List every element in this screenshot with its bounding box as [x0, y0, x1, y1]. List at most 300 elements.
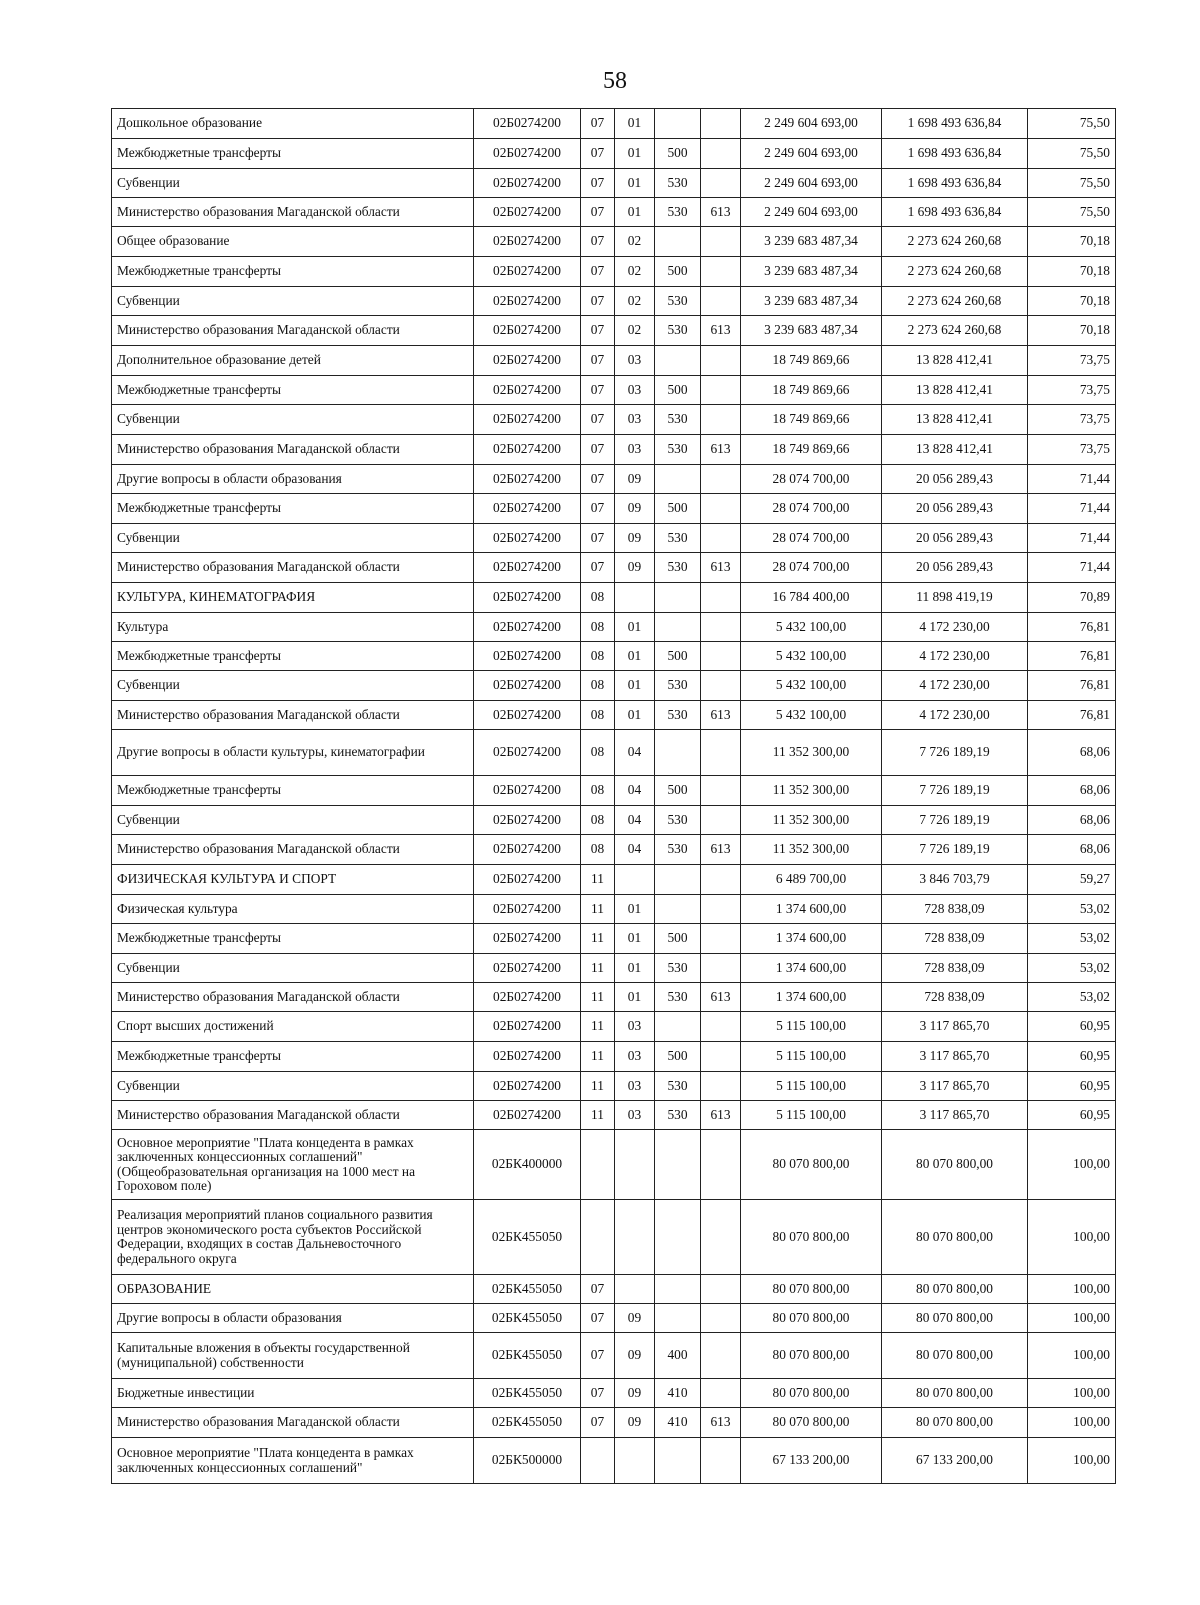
row-percent: 73,75: [1028, 346, 1116, 376]
row-name: Межбюджетные трансферты: [112, 1042, 474, 1072]
row-target-code: 02Б0274200: [474, 1101, 581, 1130]
row-percent: 71,44: [1028, 553, 1116, 583]
table-row: [112, 642, 1116, 671]
row-target-code: 02БК455050: [474, 1304, 581, 1333]
row-expense-type: [655, 1275, 701, 1304]
row-name: Министерство образования Магаданской области: [112, 701, 474, 730]
row-expense-type: [655, 895, 701, 924]
row-percent: 60,95: [1028, 1101, 1116, 1130]
row-subsection: 01: [615, 139, 655, 169]
row-name: Министерство образования Магаданской области: [112, 435, 474, 465]
row-executed-amount: 67 133 200,00: [882, 1438, 1028, 1484]
row-planned-amount: 2 249 604 693,00: [741, 169, 882, 198]
row-percent: 100,00: [1028, 1333, 1116, 1379]
row-subsection: [615, 1275, 655, 1304]
row-executed-amount: 20 056 289,43: [882, 494, 1028, 524]
row-subsection: 09: [615, 1333, 655, 1379]
row-department: [701, 1012, 741, 1042]
row-subsection: 09: [615, 465, 655, 494]
row-section: 07: [581, 257, 615, 287]
row-name: Субвенции: [112, 671, 474, 701]
row-expense-type: 530: [655, 316, 701, 346]
row-department: 613: [701, 1101, 741, 1130]
row-department: [701, 642, 741, 671]
row-target-code: 02Б0274200: [474, 435, 581, 465]
row-executed-amount: 4 172 230,00: [882, 701, 1028, 730]
row-percent: 76,81: [1028, 613, 1116, 642]
row-percent: 60,95: [1028, 1042, 1116, 1072]
row-percent: 70,18: [1028, 316, 1116, 346]
row-executed-amount: 4 172 230,00: [882, 671, 1028, 701]
row-section: 11: [581, 1042, 615, 1072]
row-name: Межбюджетные трансферты: [112, 494, 474, 524]
table-row: [112, 1130, 1116, 1200]
row-percent: 71,44: [1028, 494, 1116, 524]
row-planned-amount: 80 070 800,00: [741, 1130, 882, 1200]
row-department: [701, 1379, 741, 1408]
row-expense-type: [655, 1438, 701, 1484]
row-name: Министерство образования Магаданской области: [112, 835, 474, 865]
table-row: [112, 1101, 1116, 1130]
row-name: Спорт высших достижений: [112, 1012, 474, 1042]
row-planned-amount: 5 432 100,00: [741, 701, 882, 730]
row-percent: 68,06: [1028, 730, 1116, 776]
row-target-code: 02Б0274200: [474, 109, 581, 139]
table-row: [112, 405, 1116, 435]
row-expense-type: 530: [655, 954, 701, 983]
table-row: [112, 835, 1116, 865]
row-expense-type: 530: [655, 1072, 701, 1101]
row-subsection: [615, 1438, 655, 1484]
row-department: [701, 954, 741, 983]
row-percent: 53,02: [1028, 983, 1116, 1012]
row-percent: 70,18: [1028, 227, 1116, 257]
row-expense-type: 500: [655, 642, 701, 671]
row-planned-amount: 80 070 800,00: [741, 1379, 882, 1408]
row-expense-type: 530: [655, 198, 701, 227]
row-executed-amount: 13 828 412,41: [882, 376, 1028, 405]
row-expense-type: 500: [655, 139, 701, 169]
row-section: [581, 1438, 615, 1484]
row-department: [701, 924, 741, 954]
row-percent: 100,00: [1028, 1200, 1116, 1275]
row-section: 07: [581, 1275, 615, 1304]
row-planned-amount: 6 489 700,00: [741, 865, 882, 895]
row-name: Физическая культура: [112, 895, 474, 924]
row-target-code: 02Б0274200: [474, 776, 581, 806]
row-planned-amount: 3 239 683 487,34: [741, 257, 882, 287]
row-planned-amount: 11 352 300,00: [741, 806, 882, 835]
row-subsection: 01: [615, 983, 655, 1012]
row-target-code: 02Б0274200: [474, 983, 581, 1012]
row-expense-type: [655, 583, 701, 613]
table-row: [112, 524, 1116, 553]
row-department: [701, 257, 741, 287]
row-name: Министерство образования Магаданской области: [112, 983, 474, 1012]
row-section: 07: [581, 1408, 615, 1438]
row-subsection: 02: [615, 316, 655, 346]
row-name: Министерство образования Магаданской области: [112, 1408, 474, 1438]
row-planned-amount: 28 074 700,00: [741, 524, 882, 553]
row-target-code: 02Б0274200: [474, 1012, 581, 1042]
table-row: [112, 435, 1116, 465]
row-target-code: 02Б0274200: [474, 730, 581, 776]
row-section: 08: [581, 642, 615, 671]
table-row: [112, 287, 1116, 316]
row-department: [701, 1275, 741, 1304]
row-percent: 70,18: [1028, 257, 1116, 287]
row-percent: 75,50: [1028, 109, 1116, 139]
row-planned-amount: 5 432 100,00: [741, 671, 882, 701]
row-department: [701, 139, 741, 169]
row-expense-type: 530: [655, 1101, 701, 1130]
row-target-code: 02Б0274200: [474, 806, 581, 835]
row-department: [701, 169, 741, 198]
row-executed-amount: 728 838,09: [882, 983, 1028, 1012]
table-row: [112, 1379, 1116, 1408]
row-department: [701, 776, 741, 806]
row-section: 11: [581, 983, 615, 1012]
row-planned-amount: 5 115 100,00: [741, 1042, 882, 1072]
row-executed-amount: 20 056 289,43: [882, 553, 1028, 583]
table-row: [112, 613, 1116, 642]
row-percent: 71,44: [1028, 524, 1116, 553]
table-body: [112, 109, 1116, 1484]
row-name: Межбюджетные трансферты: [112, 376, 474, 405]
row-expense-type: 500: [655, 924, 701, 954]
page-number: 58: [603, 68, 627, 94]
row-name: Министерство образования Магаданской области: [112, 1101, 474, 1130]
row-executed-amount: 1 698 493 636,84: [882, 139, 1028, 169]
row-section: 11: [581, 924, 615, 954]
row-planned-amount: 5 432 100,00: [741, 642, 882, 671]
row-department: [701, 1333, 741, 1379]
row-planned-amount: 11 352 300,00: [741, 730, 882, 776]
row-executed-amount: 20 056 289,43: [882, 524, 1028, 553]
table-row: [112, 954, 1116, 983]
row-department: 613: [701, 435, 741, 465]
row-department: [701, 109, 741, 139]
row-subsection: 04: [615, 776, 655, 806]
row-executed-amount: 80 070 800,00: [882, 1304, 1028, 1333]
row-section: 08: [581, 701, 615, 730]
row-expense-type: [655, 730, 701, 776]
row-percent: 75,50: [1028, 169, 1116, 198]
row-target-code: 02Б0274200: [474, 139, 581, 169]
row-subsection: 03: [615, 346, 655, 376]
row-subsection: 04: [615, 835, 655, 865]
row-subsection: 01: [615, 169, 655, 198]
row-executed-amount: 1 698 493 636,84: [882, 169, 1028, 198]
row-subsection: 09: [615, 553, 655, 583]
row-name: Другие вопросы в области образования: [112, 465, 474, 494]
row-expense-type: 530: [655, 169, 701, 198]
row-name: Межбюджетные трансферты: [112, 139, 474, 169]
row-name: Дошкольное образование: [112, 109, 474, 139]
row-percent: 100,00: [1028, 1275, 1116, 1304]
row-subsection: 01: [615, 671, 655, 701]
row-name: Министерство образования Магаданской области: [112, 553, 474, 583]
row-percent: 70,18: [1028, 287, 1116, 316]
row-subsection: 02: [615, 287, 655, 316]
table-row: [112, 494, 1116, 524]
row-percent: 68,06: [1028, 835, 1116, 865]
row-subsection: 03: [615, 1072, 655, 1101]
row-expense-type: 500: [655, 1042, 701, 1072]
row-target-code: 02Б0274200: [474, 613, 581, 642]
row-department: [701, 376, 741, 405]
table-row: [112, 109, 1116, 139]
row-planned-amount: 5 115 100,00: [741, 1072, 882, 1101]
row-name: Субвенции: [112, 1072, 474, 1101]
row-name: Министерство образования Магаданской области: [112, 316, 474, 346]
row-planned-amount: 18 749 869,66: [741, 405, 882, 435]
table-row: [112, 346, 1116, 376]
row-percent: 53,02: [1028, 924, 1116, 954]
table-row: [112, 1304, 1116, 1333]
row-name: Дополнительное образование детей: [112, 346, 474, 376]
row-subsection: 03: [615, 1012, 655, 1042]
row-section: 11: [581, 1012, 615, 1042]
row-department: 613: [701, 316, 741, 346]
row-percent: 100,00: [1028, 1408, 1116, 1438]
row-executed-amount: 3 846 703,79: [882, 865, 1028, 895]
row-expense-type: 500: [655, 376, 701, 405]
row-percent: 76,81: [1028, 642, 1116, 671]
row-name: Министерство образования Магаданской области: [112, 198, 474, 227]
row-target-code: 02БК455050: [474, 1408, 581, 1438]
row-section: 07: [581, 109, 615, 139]
row-expense-type: [655, 1200, 701, 1275]
row-section: 08: [581, 613, 615, 642]
row-expense-type: 530: [655, 983, 701, 1012]
row-target-code: 02БК455050: [474, 1200, 581, 1275]
row-name: Субвенции: [112, 169, 474, 198]
row-executed-amount: 7 726 189,19: [882, 835, 1028, 865]
row-subsection: 01: [615, 701, 655, 730]
table-row: [112, 671, 1116, 701]
row-planned-amount: 28 074 700,00: [741, 494, 882, 524]
row-department: [701, 806, 741, 835]
row-percent: 75,50: [1028, 198, 1116, 227]
row-planned-amount: 1 374 600,00: [741, 895, 882, 924]
row-planned-amount: 67 133 200,00: [741, 1438, 882, 1484]
row-section: 08: [581, 730, 615, 776]
row-executed-amount: 80 070 800,00: [882, 1408, 1028, 1438]
row-expense-type: 400: [655, 1333, 701, 1379]
row-department: [701, 524, 741, 553]
row-section: 07: [581, 1379, 615, 1408]
row-executed-amount: 3 117 865,70: [882, 1101, 1028, 1130]
row-executed-amount: 4 172 230,00: [882, 613, 1028, 642]
row-executed-amount: 7 726 189,19: [882, 806, 1028, 835]
row-planned-amount: 28 074 700,00: [741, 465, 882, 494]
row-section: 07: [581, 346, 615, 376]
row-target-code: 02Б0274200: [474, 316, 581, 346]
row-expense-type: [655, 865, 701, 895]
row-expense-type: [655, 1012, 701, 1042]
row-percent: 100,00: [1028, 1130, 1116, 1200]
row-section: 08: [581, 671, 615, 701]
row-percent: 71,44: [1028, 465, 1116, 494]
table-row: [112, 1012, 1116, 1042]
row-department: [701, 494, 741, 524]
row-name: Межбюджетные трансферты: [112, 924, 474, 954]
row-expense-type: 530: [655, 435, 701, 465]
row-expense-type: 410: [655, 1408, 701, 1438]
row-section: 07: [581, 376, 615, 405]
row-executed-amount: 7 726 189,19: [882, 730, 1028, 776]
table-row: [112, 198, 1116, 227]
row-expense-type: 530: [655, 835, 701, 865]
row-subsection: 01: [615, 109, 655, 139]
row-section: 11: [581, 954, 615, 983]
row-name: Субвенции: [112, 405, 474, 435]
row-planned-amount: 1 374 600,00: [741, 924, 882, 954]
row-subsection: 01: [615, 924, 655, 954]
row-name: Межбюджетные трансферты: [112, 776, 474, 806]
row-department: [701, 613, 741, 642]
row-target-code: 02Б0274200: [474, 553, 581, 583]
row-section: 07: [581, 139, 615, 169]
row-section: 07: [581, 316, 615, 346]
row-name: Основное мероприятие "Плата концедента в рамках заключенных концессионных соглашений" (Общеобразовательная организация на 1000 мест на Гороховом поле): [112, 1130, 474, 1200]
row-subsection: [615, 865, 655, 895]
table-row: [112, 1408, 1116, 1438]
table-row: [112, 806, 1116, 835]
row-planned-amount: 80 070 800,00: [741, 1408, 882, 1438]
row-department: [701, 1304, 741, 1333]
row-section: 07: [581, 287, 615, 316]
row-planned-amount: 1 374 600,00: [741, 954, 882, 983]
row-subsection: 09: [615, 494, 655, 524]
row-department: [701, 1130, 741, 1200]
row-section: 07: [581, 494, 615, 524]
table-row: [112, 376, 1116, 405]
row-subsection: 04: [615, 730, 655, 776]
row-target-code: 02Б0274200: [474, 257, 581, 287]
row-executed-amount: 80 070 800,00: [882, 1200, 1028, 1275]
row-target-code: 02Б0274200: [474, 642, 581, 671]
row-expense-type: 530: [655, 405, 701, 435]
row-name: КУЛЬТУРА, КИНЕМАТОГРАФИЯ: [112, 583, 474, 613]
row-target-code: 02Б0274200: [474, 227, 581, 257]
table-row: [112, 1438, 1116, 1484]
row-planned-amount: 5 115 100,00: [741, 1101, 882, 1130]
row-target-code: 02Б0274200: [474, 865, 581, 895]
row-section: 07: [581, 169, 615, 198]
row-expense-type: 500: [655, 776, 701, 806]
row-target-code: 02БК400000: [474, 1130, 581, 1200]
row-section: 07: [581, 1333, 615, 1379]
row-executed-amount: 80 070 800,00: [882, 1130, 1028, 1200]
row-executed-amount: 11 898 419,19: [882, 583, 1028, 613]
row-percent: 73,75: [1028, 435, 1116, 465]
row-subsection: [615, 1200, 655, 1275]
row-section: 08: [581, 806, 615, 835]
row-executed-amount: 728 838,09: [882, 924, 1028, 954]
row-percent: 75,50: [1028, 139, 1116, 169]
table-row: [112, 865, 1116, 895]
row-expense-type: 530: [655, 806, 701, 835]
row-percent: 68,06: [1028, 776, 1116, 806]
table-row: [112, 139, 1116, 169]
row-subsection: 09: [615, 1304, 655, 1333]
row-expense-type: 530: [655, 671, 701, 701]
row-percent: 76,81: [1028, 701, 1116, 730]
table-row: [112, 1072, 1116, 1101]
table-row: [112, 257, 1116, 287]
row-section: 11: [581, 865, 615, 895]
row-subsection: 01: [615, 954, 655, 983]
row-planned-amount: 5 432 100,00: [741, 613, 882, 642]
row-expense-type: 530: [655, 524, 701, 553]
row-department: 613: [701, 835, 741, 865]
row-section: [581, 1200, 615, 1275]
row-subsection: 01: [615, 198, 655, 227]
row-department: [701, 1438, 741, 1484]
row-department: [701, 895, 741, 924]
row-target-code: 02Б0274200: [474, 701, 581, 730]
row-target-code: 02Б0274200: [474, 835, 581, 865]
row-percent: 100,00: [1028, 1438, 1116, 1484]
row-executed-amount: 1 698 493 636,84: [882, 198, 1028, 227]
budget-table: [111, 108, 1116, 1484]
row-section: 11: [581, 1101, 615, 1130]
row-planned-amount: 18 749 869,66: [741, 435, 882, 465]
row-target-code: 02Б0274200: [474, 954, 581, 983]
row-executed-amount: 80 070 800,00: [882, 1379, 1028, 1408]
row-target-code: 02Б0274200: [474, 346, 581, 376]
row-executed-amount: 20 056 289,43: [882, 465, 1028, 494]
table-row: [112, 1042, 1116, 1072]
row-percent: 70,89: [1028, 583, 1116, 613]
row-department: 613: [701, 1408, 741, 1438]
row-target-code: 02БК455050: [474, 1333, 581, 1379]
row-planned-amount: 11 352 300,00: [741, 835, 882, 865]
row-planned-amount: 80 070 800,00: [741, 1304, 882, 1333]
row-executed-amount: 2 273 624 260,68: [882, 227, 1028, 257]
row-name: Другие вопросы в области образования: [112, 1304, 474, 1333]
row-expense-type: [655, 1304, 701, 1333]
table-row: [112, 227, 1116, 257]
row-percent: 73,75: [1028, 376, 1116, 405]
row-percent: 100,00: [1028, 1304, 1116, 1333]
row-executed-amount: 3 117 865,70: [882, 1072, 1028, 1101]
row-target-code: 02Б0274200: [474, 895, 581, 924]
row-target-code: 02БК455050: [474, 1379, 581, 1408]
row-department: [701, 465, 741, 494]
row-subsection: 01: [615, 642, 655, 671]
row-target-code: 02БК500000: [474, 1438, 581, 1484]
table-row: [112, 583, 1116, 613]
row-planned-amount: 3 239 683 487,34: [741, 287, 882, 316]
row-executed-amount: 13 828 412,41: [882, 346, 1028, 376]
table-row: [112, 1200, 1116, 1275]
row-planned-amount: 80 070 800,00: [741, 1200, 882, 1275]
row-executed-amount: 80 070 800,00: [882, 1333, 1028, 1379]
row-section: 07: [581, 1304, 615, 1333]
row-target-code: 02Б0274200: [474, 494, 581, 524]
row-target-code: 02Б0274200: [474, 1072, 581, 1101]
row-percent: 53,02: [1028, 895, 1116, 924]
row-subsection: 09: [615, 1408, 655, 1438]
row-target-code: 02Б0274200: [474, 198, 581, 227]
row-target-code: 02Б0274200: [474, 924, 581, 954]
row-expense-type: [655, 465, 701, 494]
row-department: [701, 1042, 741, 1072]
row-name: Реализация мероприятий планов социального развития центров экономического роста субъектов Российской Федерации, входящих в состав Дальневосточного федерального округа: [112, 1200, 474, 1275]
